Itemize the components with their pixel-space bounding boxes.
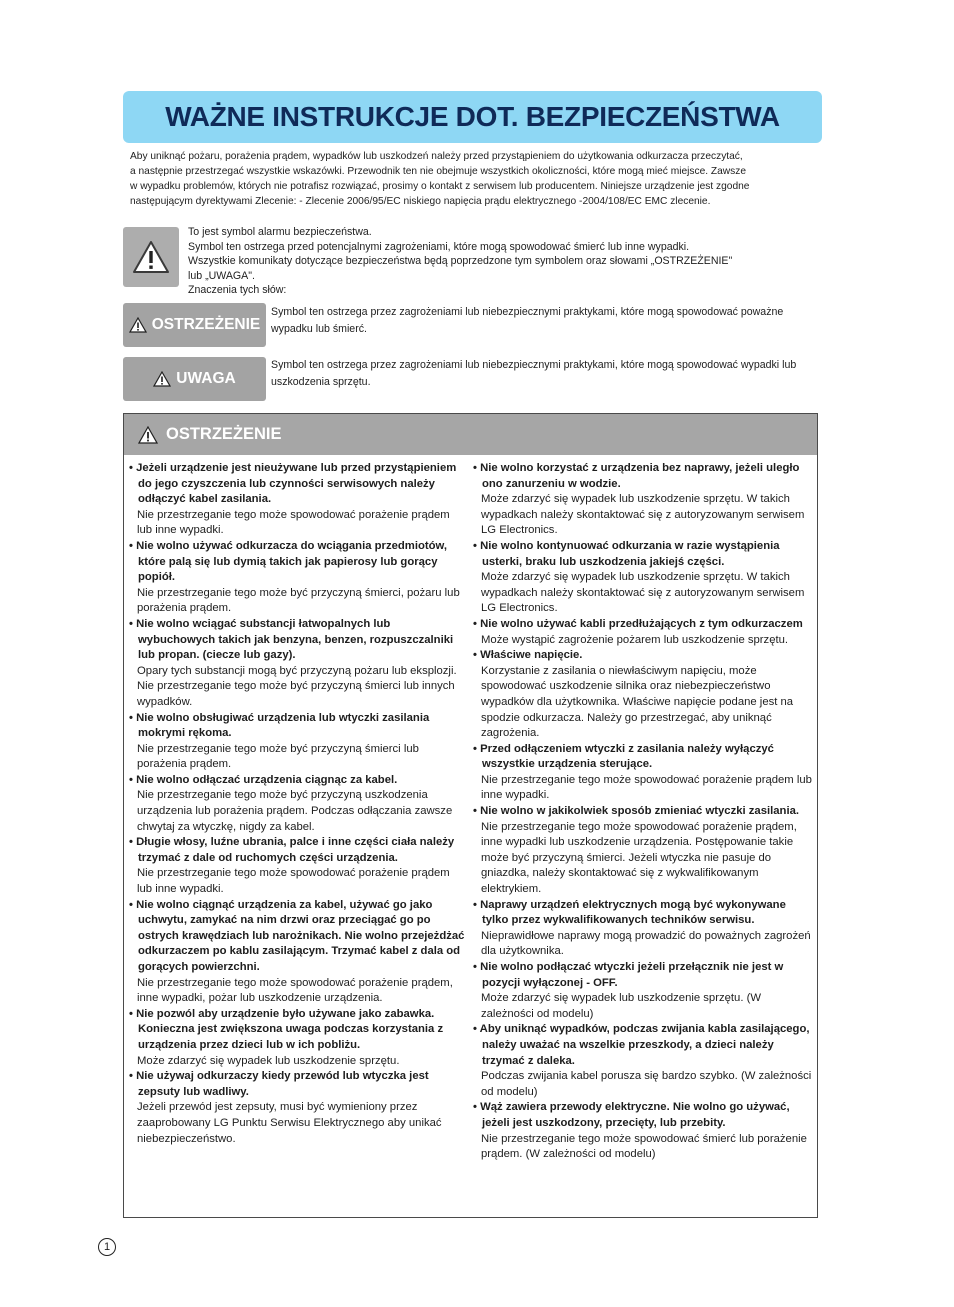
alarm-line: Znaczenia tych słów: <box>188 284 287 296</box>
caution-label: UWAGA <box>176 370 236 387</box>
warning-item-head: • Nie wolno obsługiwać urządzenia lub wtyczki zasilania mokrymi rękoma. <box>129 711 430 740</box>
warning-item-head: • Nie używaj odkurzaczy kiedy przewód lub wtyczka jest zepsuty lub wadliwy. <box>129 1070 429 1098</box>
warning-item <box>473 617 813 648</box>
warning-item <box>473 1022 813 1100</box>
warning-item <box>129 835 467 897</box>
warning-item-head: • Nie wolno korzystać z urządzenia bez naprawy, jeżeli uległo ono zanurzeniu w wodzie. <box>473 462 800 490</box>
intro-line: następującym dyrektywami Zlecenie: - Zlecenie 2006/95/EC niskiego napięcia prądu elektrycznego -2004/108/EC EMC zlecenie. <box>130 196 711 207</box>
warning-item-body: Nie przestrzeganie tego może być przyczyną śmierci lub porażenia prądem. <box>137 742 419 771</box>
warning-item-body: Jeżeli przewód jest zepsuty, musi być wymieniony przez zaaprobowany LG Punktu Serwisu Elektrycznego aby unikać niebezpieczeństwo. <box>137 1101 442 1145</box>
warning-item <box>473 539 813 617</box>
safety-alert-icon <box>123 227 179 287</box>
warning-item-body: Może wystąpić zagrożenie pożarem lub uszkodzenie sprzętu. <box>481 633 789 646</box>
warning-item <box>473 648 813 742</box>
caution-label-box <box>123 357 266 401</box>
warning-item-head: • Aby uniknąć wypadków, podczas zwijania kabla zasilającego, należy uważać na wszelkie przeszkody, a dzieci należy trzymać z daleka. <box>473 1023 810 1067</box>
alarm-line: Wszystkie komunikaty dotyczące bezpieczeństwa będą poprzedzone tym symbolem oraz słowami „OSTRZEŻENIE" <box>188 255 733 267</box>
warning-item-head: • Nie pozwól aby urządzenie było używane jako zabawka. Konieczna jest zwiększona uwaga podczas korzystania z urządzenia przez dzieci lub w ich pobliżu. <box>129 1007 444 1051</box>
warning-item-head: • Nie wolno podłączać wtyczki jeżeli przełącznik nie jest w pozycji wyłączonej - OFF. <box>473 961 784 989</box>
title-banner <box>123 91 822 143</box>
alarm-line: lub „UWAGA". <box>188 269 255 282</box>
warning-description: Symbol ten ostrzega przez zagrożeniami lub niebezpiecznymi praktykami, które mogą spowodować poważne wypadku lub śmierć. <box>271 306 784 335</box>
warning-right-column <box>473 461 813 1163</box>
warning-item-head: • Nie wolno ciągnąć urządzenia za kabel, używać go jako uchwytu, zamykać na nim drzwi oraz przeciągać go po ostrych krawędziach lub narożnikach. Nie wolno przejeżdżać odkurzaczem po kablu zasilającym. Trzymać kabel z dala od gorących powierzchni. <box>129 898 465 973</box>
intro-line: a następnie przestrzegać wszystkie wskazówki. Przewodnik ten nie obejmuje wszystkich okoliczności, które mogą mieć miejsce. Zawsze <box>130 166 747 177</box>
caution-description: Symbol ten ostrzega przez zagrożeniami lub niebezpiecznymi praktykami, które mogą spowodować wypadki lub uszkodzenia sprzętu. <box>271 359 797 388</box>
warning-section <box>123 413 818 1218</box>
warning-item <box>129 711 467 773</box>
warning-item-head: • Nie wolno w jakikolwiek sposób zmieniać wtyczki zasilania. <box>473 805 800 818</box>
page-number: 1 <box>98 1238 116 1256</box>
warning-item <box>129 898 467 1007</box>
warning-item-body: Nie przestrzeganie tego może być przyczyną uszkodzenia urządzenia lub porażenia prądem. Podczas odłączania zawsze chwytaj za wtyczkę, nigdy za kabel. <box>137 789 453 833</box>
caution-triangle-icon <box>153 371 171 387</box>
warning-triangle-icon <box>129 317 147 333</box>
warning-triangle-icon <box>138 426 158 444</box>
warning-item-body: Podczas zwijania kabel porusza się bardzo szybko. (W zależności od modelu) <box>481 1070 812 1098</box>
warning-item <box>129 1007 467 1069</box>
warning-item-head: • Przed odłączeniem wtyczki z zasilania należy wyłączyć wszystkie urządzenia sterujące. <box>473 742 774 771</box>
alarm-line: Symbol ten ostrzega przed potencjalnymi zagrożeniami, które mogą spowodować śmierć lub inne wypadki. <box>188 240 690 253</box>
warning-left-column <box>129 461 467 1147</box>
warning-item-head: • Nie wolno używać kabli przedłużających z tym odkurzaczem <box>473 617 803 630</box>
warning-item-body: Opary tych substancji mogą być przyczyną pożaru lub eksplozji. Nie przestrzeganie tego może być przyczyną śmierci lub innych wypadków. <box>137 664 457 708</box>
page-title: WAŻNE INSTRUKCJE DOT. BEZPIECZEŃSTWA <box>165 101 780 132</box>
intro-line: Aby uniknąć pożaru, porażenia prądem, wypadków lub uszkodzeń należy przed przystąpieniem do użytkowania odkurzacza przeczytać, <box>130 151 743 162</box>
warning-item-body: Nie przestrzeganie tego może spowodować porażenie prądem lub inne wypadki. <box>481 773 812 802</box>
warning-item-head: • Długie włosy, luźne ubrania, palce i inne części ciała należy trzymać z dale od ruchomych części urządzenia. <box>129 836 455 864</box>
warning-section-header <box>124 414 817 455</box>
warning-item-body: Nieprawidłowe naprawy mogą prowadzić do poważnych zagrożeń dla użytkownika. <box>481 929 811 958</box>
warning-item-body: Może zdarzyć się wypadek lub uszkodzenie sprzętu. W takich wypadkach należy skontaktować się z autoryzowanym serwisem LG Electronics. <box>481 493 805 537</box>
warning-label-box <box>123 303 266 347</box>
warning-item <box>129 773 467 835</box>
warning-item-body: Nie przestrzeganie tego może spowodować porażenie prądem, inne wypadki lub uszkodzenie urządzenia. Postępowanie takie może być przyczyną śmierci. Jeżeli wtyczka nie pasuje do gniazdka, należy skontaktować się z wykwalifikowanym elektrykiem. <box>481 820 797 896</box>
warning-item <box>473 960 813 1022</box>
alarm-line: To jest symbol alarmu bezpieczeństwa. <box>188 226 372 238</box>
warning-item-head: • Właściwe napięcie. <box>473 649 583 662</box>
warning-item <box>129 461 467 539</box>
warning-item <box>473 1100 813 1162</box>
warning-item-body: Może zdarzyć się wypadek lub uszkodzenie sprzętu. <box>137 1054 400 1067</box>
warning-item-body: Nie przestrzeganie tego może być przyczyną śmierci, pożaru lub porażenia prądem. <box>137 586 460 615</box>
warning-item-body: Może zdarzyć się wypadek lub uszkodzenie sprzętu. (W zależności od modelu) <box>481 992 762 1020</box>
warning-item-head: • Nie wolno używać odkurzacza do wciągania przedmiotów, które palą się lub dymią takich jak papierosy lub gorący popiół. <box>129 539 448 584</box>
warning-item <box>473 461 813 539</box>
warning-item <box>473 742 813 804</box>
warning-item-body: Nie przestrzeganie tego może spowodować porażenie prądem, inne wypadki, pożar lub uszkodzenie urządzenia. <box>137 976 453 1005</box>
warning-label: OSTRZEŻENIE <box>151 316 261 333</box>
warning-item-head: • Nie wolno wciągać substancji łatwopalnych lub wybuchowych takich jak benzyna, benzen, rozpuszczalniki lub propan. (ciecze lub gazy). <box>129 617 454 662</box>
warning-item-head: • Naprawy urządzeń elektrycznych mogą być wykonywane tylko przez wykwalifikowanych techników serwisu. <box>473 898 786 927</box>
warning-item-head: • Wąż zawiera przewody elektryczne. Nie wolno go używać, jeżeli jest uszkodzony, przecięty, lub przebity. <box>473 1101 790 1129</box>
warning-item <box>129 1069 467 1147</box>
intro-paragraph <box>130 149 820 209</box>
warning-item <box>473 898 813 960</box>
alarm-symbol-description <box>188 225 828 298</box>
warning-item-body: Może zdarzyć się wypadek lub uszkodzenie sprzętu. W takich wypadkach należy skontaktować się z autoryzowanym serwisem LG Electronics. <box>481 571 805 615</box>
warning-item-head: • Nie wolno odłączać urządzenia ciągnąc za kabel. <box>129 773 398 786</box>
intro-line: w wypadku problemów, których nie potrafisz rozwiązać, prosimy o kontakt z serwisem lub producentem. Niniejsze urządzenie jest zgodne <box>130 181 750 192</box>
warning-item-body: Korzystanie z zasilania o niewłaściwym napięciu, może spowodować uszkodzenie silnika oraz niebezpieczeństwo wypadków dla użytkownika. Właściwe napięcie podane jest na spodzie odkurzacza. Należy go przestrzegać, aby uniknąć zagrożenia. <box>481 664 794 740</box>
warning-item <box>129 617 467 711</box>
warning-item-body: Nie przestrzeganie tego może spowodować porażenie prądem lub inne wypadki. <box>137 508 450 537</box>
warning-item-body: Nie przestrzeganie tego może spowodować śmierć lub porażenie prądem. (W zależności od modelu) <box>481 1132 807 1161</box>
warning-item-head: • Jeżeli urządzenie jest nieużywane lub przed przystąpieniem do jego czyszczenia lub czynności serwisowych należy odłączyć kabel zasilania. <box>129 462 457 506</box>
warning-item-head: • Nie wolno kontynuować odkurzania w razie wystąpienia usterki, braku lub uszkodzenia jakiejś części. <box>473 539 780 568</box>
warning-item <box>129 539 467 617</box>
warning-item <box>473 804 813 898</box>
warning-section-title: OSTRZEŻENIE <box>166 425 282 443</box>
warning-item-body: Nie przestrzeganie tego może spowodować porażenie prądem lub inne wypadki. <box>137 867 450 896</box>
